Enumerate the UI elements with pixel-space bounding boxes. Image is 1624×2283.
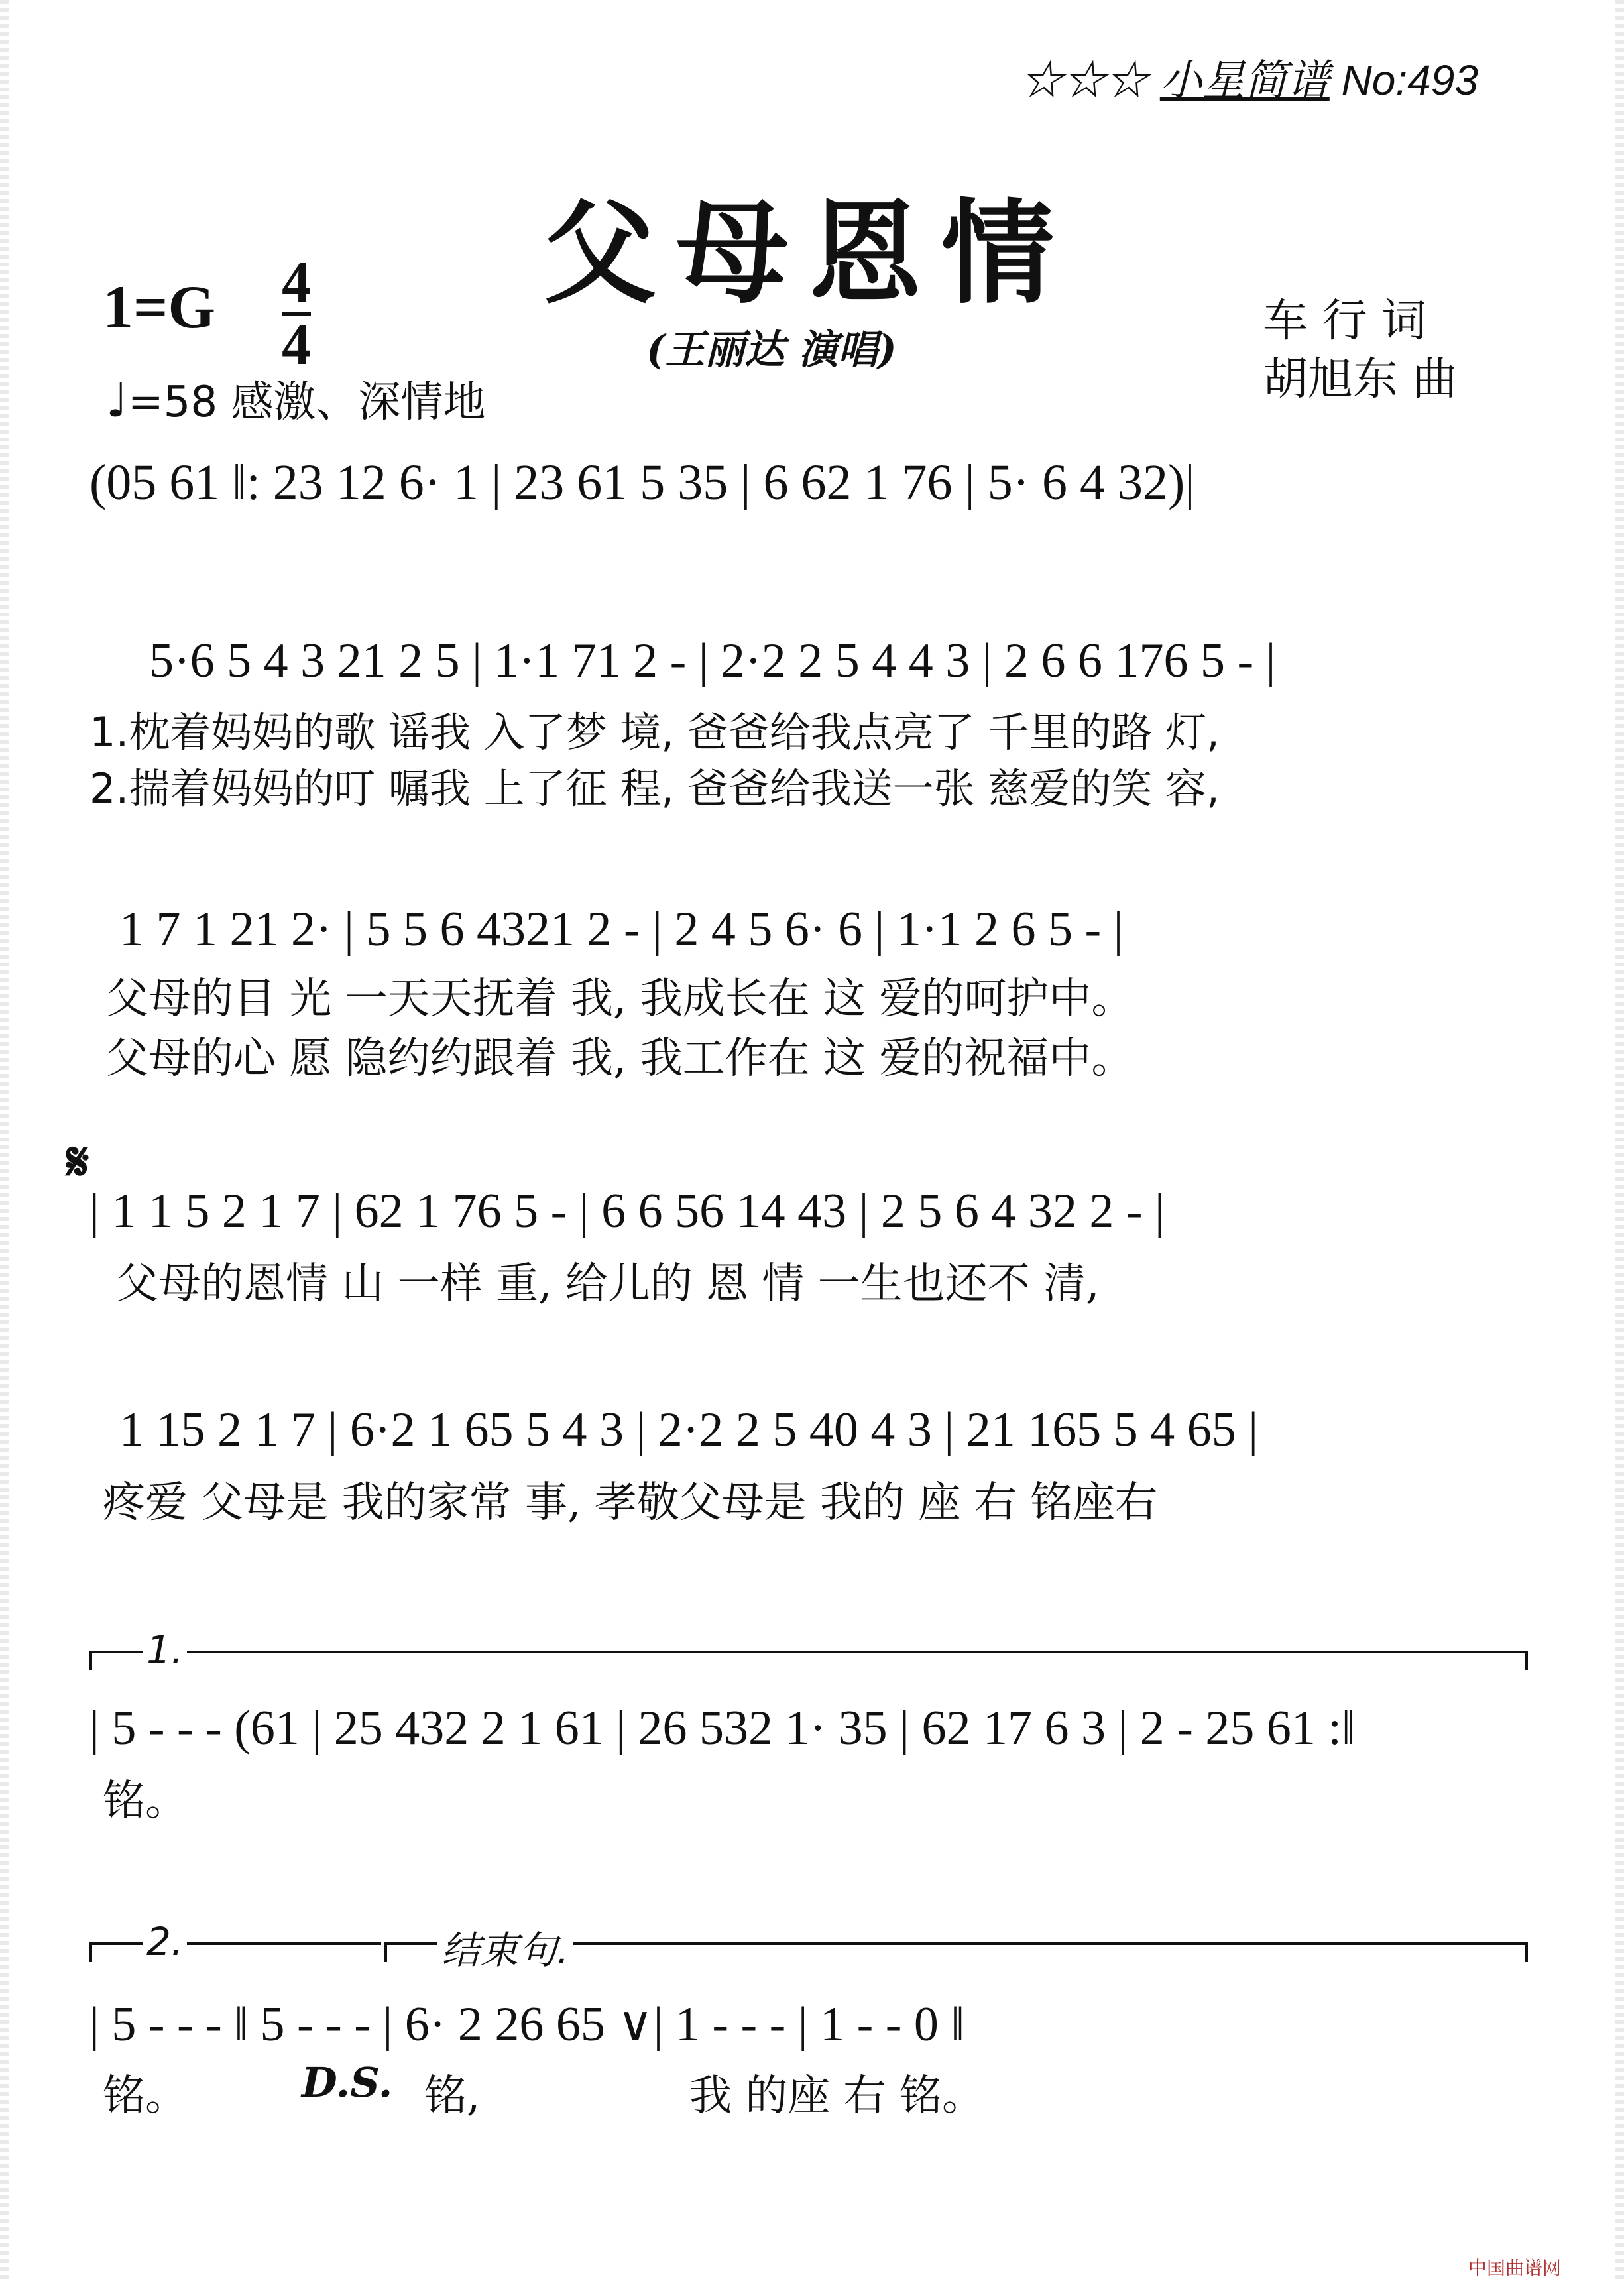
- volta-1-label: 1.: [143, 1627, 187, 1672]
- dal-segno-marker: D.S.: [302, 2058, 393, 2107]
- series-stars: ☆☆☆: [1021, 56, 1148, 104]
- line4-notes: 1 15 2 1 7 | 6·2 1 65 5 4 3 | 2·2 2 5 40 4 3 | 21 165 5 4 65 |: [119, 1403, 1259, 1457]
- line6-notes: | 5 - - - ‖ 5 - - - | 6· 2 26 65 ∨| 1 - - - | 1 - - 0 ‖: [89, 1997, 965, 2052]
- composer-credit: 胡旭东 曲: [1263, 353, 1458, 406]
- coda-label: 结束句.: [437, 1919, 573, 1975]
- tempo-marking: [106, 368, 485, 429]
- line3-notes: | 1 1 5 2 1 7 | 62 1 76 5 - | 6 6 56 14 43 | 2 5 6 4 32 2 - |: [89, 1184, 1165, 1238]
- singer-credit: (王丽达 演唱): [646, 327, 897, 373]
- series-number: No:493: [1341, 56, 1478, 104]
- time-signature: [282, 251, 311, 377]
- volta-1-tick-right: [1525, 1651, 1528, 1670]
- tempo-mood: 感激、深情地: [231, 378, 486, 427]
- segno-sign: 𝄋: [66, 1130, 89, 1193]
- volta-2-label: 2.: [143, 1919, 187, 1964]
- page-border-right: [1615, 0, 1624, 2283]
- volta-2-tick-left: [89, 1942, 92, 1962]
- page-border-left: [0, 0, 9, 2283]
- lyricist-credit: 车 行 词: [1263, 295, 1427, 347]
- line1-lyric-verse2: 2.揣着妈妈的叮 嘱我 上了征 程, 爸爸给我送一张 慈爱的笑 容,: [89, 764, 1220, 813]
- time-signature-bottom: 4: [282, 313, 311, 377]
- line6-lyric-c: 我 的座 右 铭。: [689, 2072, 985, 2121]
- line2-notes: 1 7 1 21 2· | 5 5 6 4321 2 - | 2 4 5 6· 6 | 1·1 2 6 5 - |: [119, 902, 1124, 957]
- tempo-value: =58: [128, 378, 218, 427]
- coda-tick-left: [384, 1942, 387, 1962]
- time-signature-top: 4: [282, 251, 311, 315]
- series-label: [1021, 46, 1478, 107]
- volta-1-bracket: [89, 1651, 1528, 1653]
- volta-2-bracket: [89, 1942, 381, 1945]
- volta-1-tick-left: [89, 1651, 92, 1670]
- line6-lyric-a: 铭。: [103, 2072, 188, 2121]
- line6-lyric-b: 铭,: [424, 2072, 481, 2121]
- line2-lyric-verse1: 父母的目 光 一天天抚着 我, 我成长在 这 爱的呵护中。: [106, 974, 1134, 1024]
- line1-notes: 5·6 5 4 3 21 2 5 | 1·1 71 2 - | 2·2 2 5 4 4 3 | 2 6 6 176 5 - |: [149, 634, 1276, 688]
- series-name: 小星简谱: [1159, 56, 1330, 104]
- song-title: 父母恩情: [544, 187, 1074, 320]
- line4-lyric: 疼爱 父母是 我的家常 事, 孝敬父母是 我的 座 右 铭座右: [103, 1478, 1158, 1527]
- line5-notes: | 5 - - - (61 | 25 432 2 1 61 | 26 532 1· 35 | 62 17 6 3 | 2 - 25 61 :‖: [89, 1701, 1356, 1755]
- line1-lyric-verse1: 1.枕着妈妈的歌 谣我 入了梦 境, 爸爸给我点亮了 千里的路 灯,: [89, 708, 1220, 756]
- site-watermark: 中国曲谱网: [1468, 2257, 1562, 2279]
- coda-tick-right: [1525, 1942, 1528, 1962]
- line5-lyric: 铭。: [103, 1777, 188, 1826]
- quarter-note-icon: ♩: [106, 373, 129, 428]
- key-signature: 1=G: [103, 273, 215, 341]
- line3-lyric: 父母的恩情 山 一样 重, 给儿的 恩 情 一生也还不 清,: [116, 1259, 1100, 1309]
- line2-lyric-verse2: 父母的心 愿 隐约约跟着 我, 我工作在 这 爱的祝福中。: [106, 1034, 1134, 1083]
- intro-notes: (05 61 ‖: 23 12 6· 1 | 23 61 5 35 | 6 62 1 76 | 5· 6 4 32)|: [89, 455, 1195, 510]
